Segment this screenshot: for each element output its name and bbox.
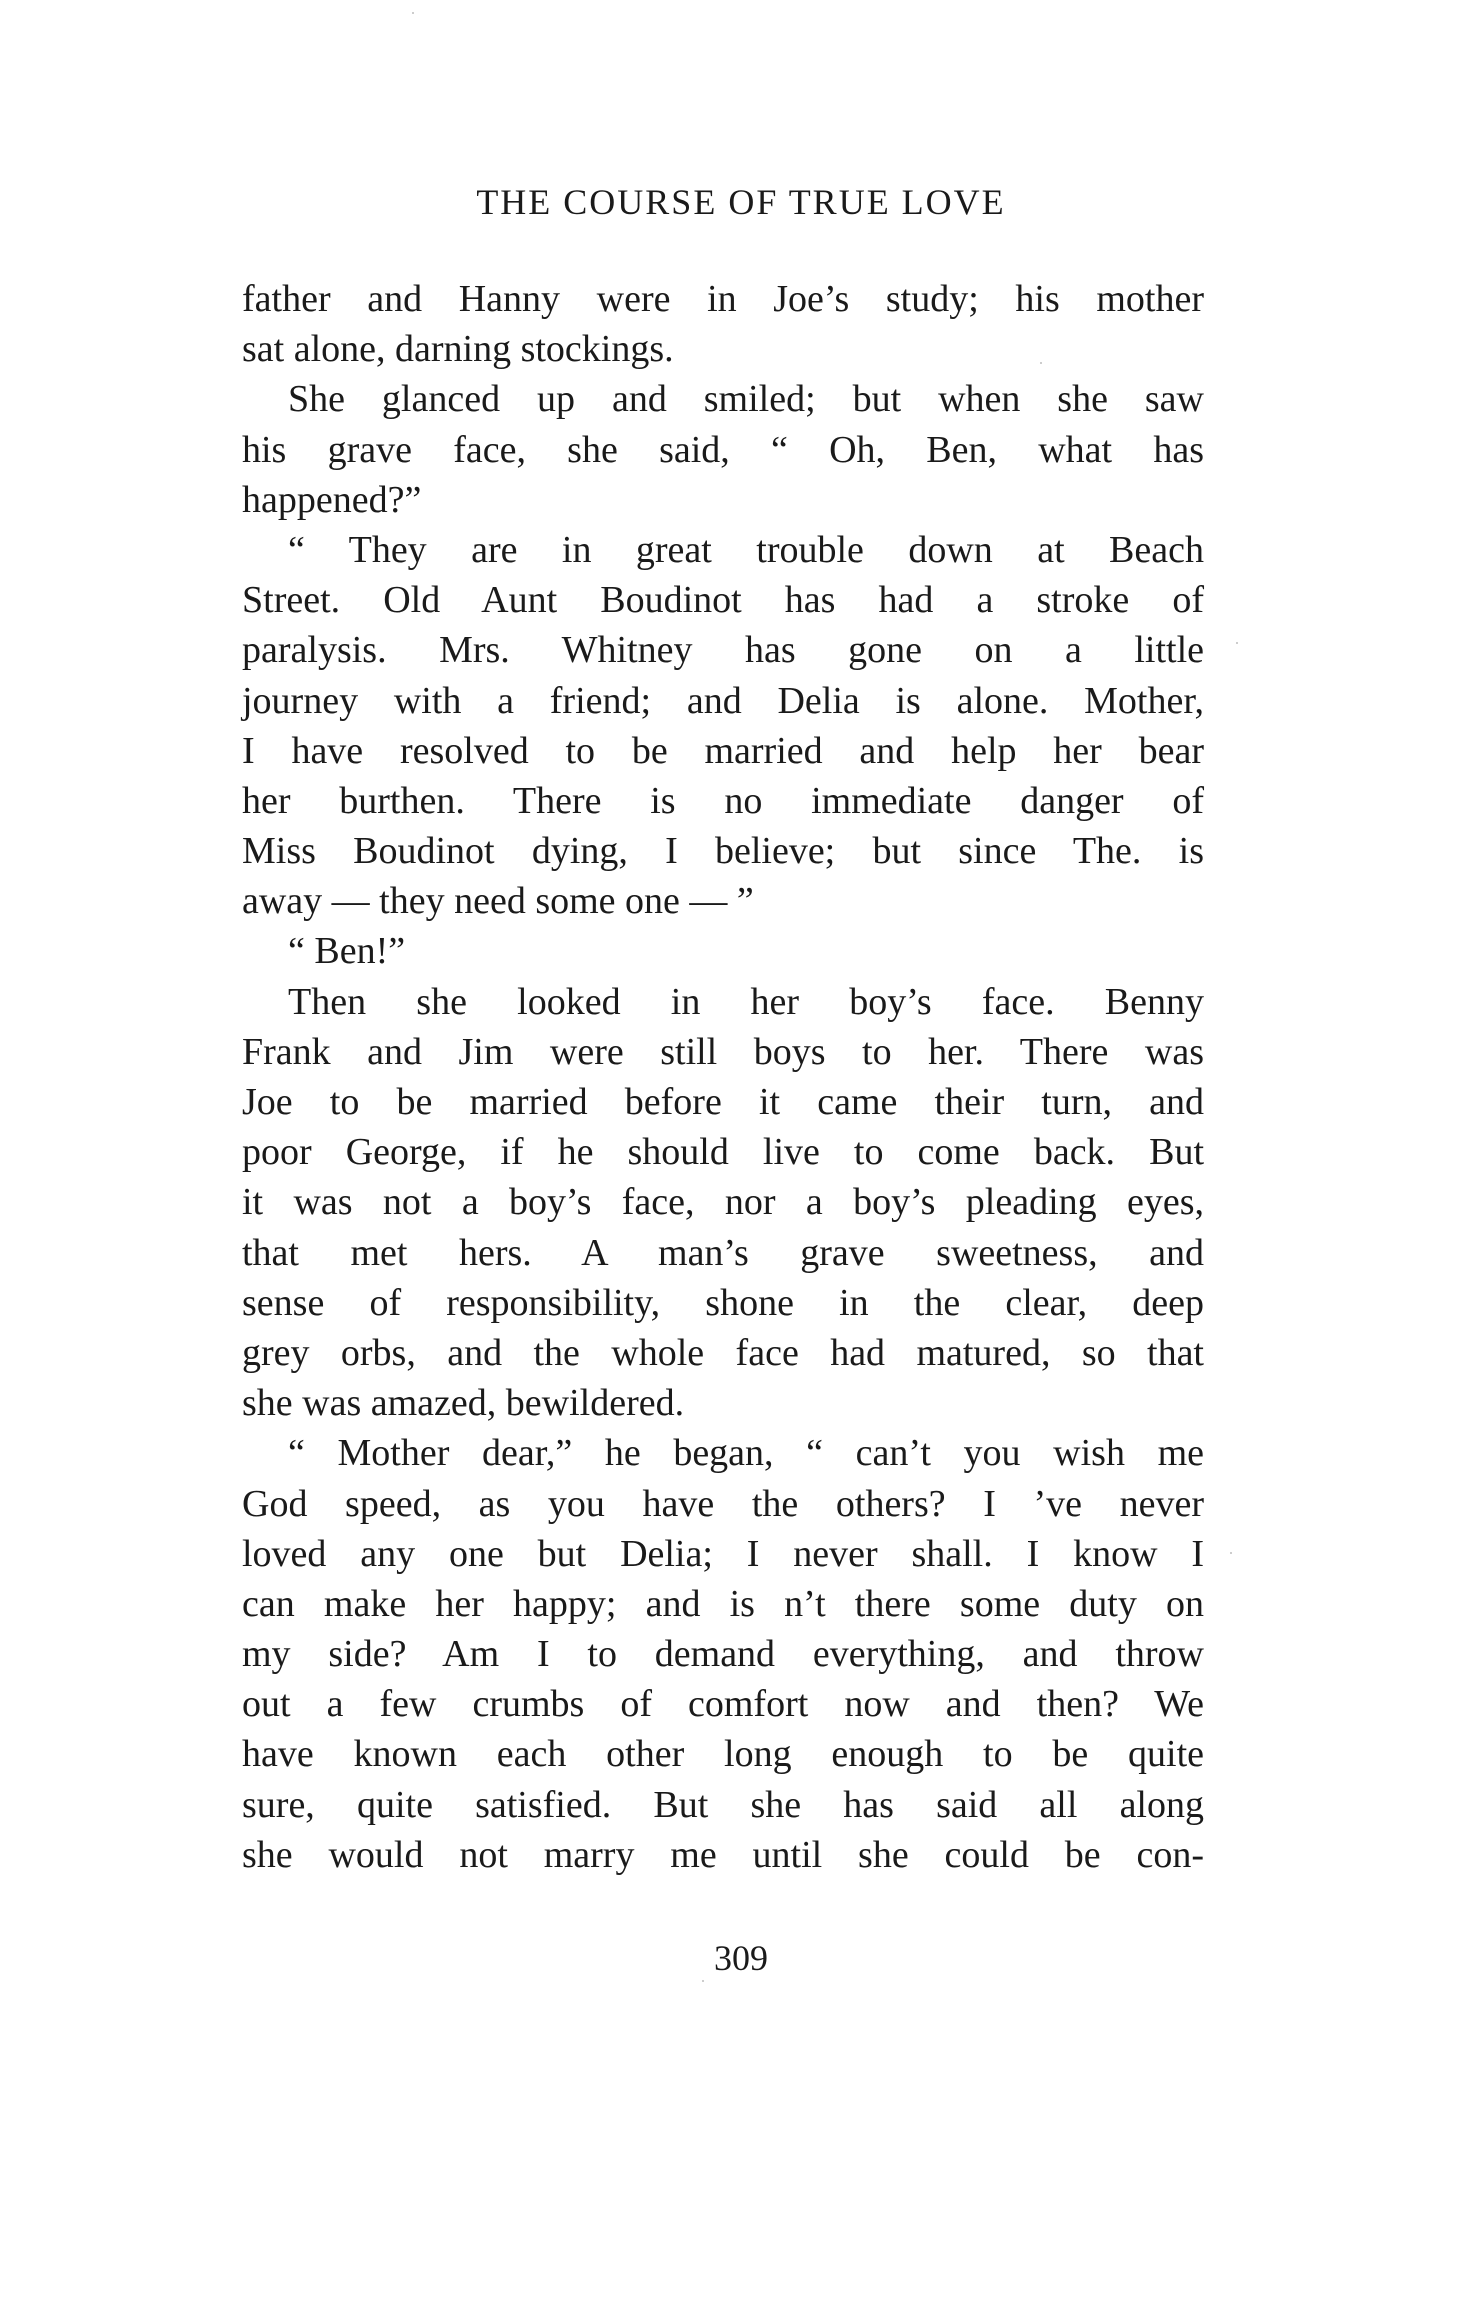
- paper-speck: [1040, 362, 1042, 364]
- text-line: out a few crumbs of comfort now and then? We: [242, 1683, 1204, 1726]
- paper-speck: [1236, 642, 1238, 644]
- text-line: “ Ben!”: [288, 930, 406, 973]
- text-line: happened?”: [242, 478, 422, 521]
- body-text: [242, 274, 1204, 1880]
- page-number: 309: [714, 1938, 768, 1978]
- text-line: away — they need some one — ”: [242, 880, 754, 923]
- text-line: loved any one but Delia; I never shall. I know I: [242, 1532, 1204, 1575]
- text-line: journey with a friend; and Delia is alone. Mother,: [242, 679, 1204, 722]
- text-line: it was not a boy’s face, nor a boy’s pleading eyes,: [242, 1181, 1204, 1224]
- paper-speck: [702, 1980, 704, 1982]
- text-line: “ They are in great trouble down at Beach: [288, 528, 1204, 571]
- text-line: Frank and Jim were still boys to her. There was: [242, 1030, 1204, 1073]
- running-head: THE COURSE OF TRUE LOVE: [476, 182, 1006, 222]
- text-line: Then she looked in her boy’s face. Benny: [288, 980, 1204, 1023]
- text-line: poor George, if he should live to come back. But: [242, 1131, 1204, 1174]
- text-line: paralysis. Mrs. Whitney has gone on a little: [242, 629, 1204, 672]
- text-line: have known each other long enough to be quite: [242, 1733, 1204, 1776]
- text-line: his grave face, she said, “ Oh, Ben, what has: [242, 428, 1204, 471]
- text-line: her burthen. There is no immediate danger of: [242, 779, 1204, 822]
- paper-speck: [1230, 1552, 1232, 1554]
- text-line: I have resolved to be married and help her bear: [242, 729, 1204, 772]
- text-line: Miss Boudinot dying, I believe; but since The. is: [242, 830, 1204, 873]
- text-line: father and Hanny were in Joe’s study; his mother: [242, 278, 1204, 320]
- text-line: that met hers. A man’s grave sweetness, and: [242, 1231, 1204, 1274]
- text-line: my side? Am I to demand everything, and throw: [242, 1633, 1204, 1676]
- text-line: sat alone, darning stockings.: [242, 328, 674, 371]
- text-line: grey orbs, and the whole face had matured, so that: [242, 1331, 1204, 1374]
- text-line: can make her happy; and is n’t there some duty on: [242, 1582, 1204, 1625]
- text-line: sure, quite satisfied. But she has said all along: [242, 1783, 1204, 1826]
- paper-speck: [412, 12, 414, 14]
- text-line: God speed, as you have the others? I ’ve never: [242, 1482, 1204, 1525]
- text-line: “ Mother dear,” he began, “ can’t you wish me: [288, 1432, 1204, 1475]
- text-line: she was amazed, bewildered.: [242, 1382, 685, 1425]
- text-line: sense of responsibility, shone in the clear, deep: [242, 1281, 1204, 1324]
- text-line: Joe to be married before it came their turn, and: [242, 1081, 1204, 1123]
- text-line: Street. Old Aunt Boudinot has had a stroke of: [242, 579, 1204, 622]
- text-line: she would not marry me until she could be con-: [242, 1833, 1204, 1876]
- text-line: She glanced up and smiled; but when she saw: [288, 378, 1204, 421]
